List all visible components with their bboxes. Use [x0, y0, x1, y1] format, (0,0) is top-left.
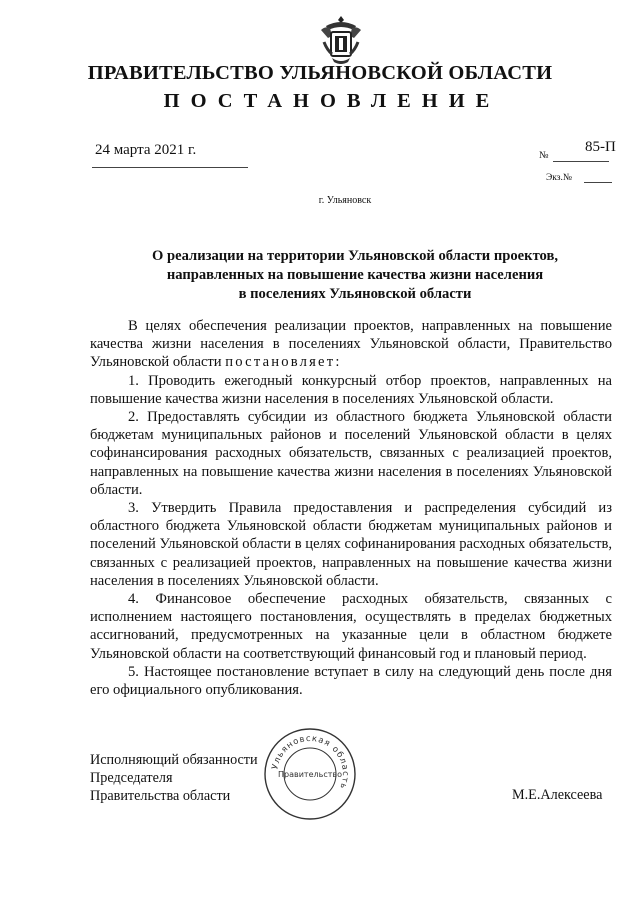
coat-of-arms-icon [318, 12, 364, 68]
subject-line: О реализации на территории Ульяновской области проектов, [151, 248, 559, 264]
subject-line: в поселениях Ульяновской области [238, 286, 472, 302]
copy-number-underline [584, 182, 612, 183]
date-underline [92, 167, 248, 168]
number-underline [553, 161, 609, 162]
document-number: 85-П [585, 139, 616, 155]
position-line: Председателя [90, 770, 173, 787]
document-type: ПОСТАНОВЛЕНИЕ [163, 90, 501, 112]
preamble-paragraph [90, 317, 612, 372]
clause-paragraph: 5. Настоящее постановление вступает в силу на следующий день после дня его официального опубликования. [90, 663, 612, 699]
subject-line: направленных на повышение качества жизни населения [166, 267, 544, 283]
position-line: Исполняющий обязанности [90, 752, 258, 768]
signer-name: М.Е.Алексеева [512, 787, 603, 803]
decree-word: постановляет: [225, 354, 342, 371]
official-stamp [262, 726, 358, 822]
preamble-text: В целях обеспечения реализации проектов, направленных на повышение качества жизни населения в поселениях Ульяновской области, Правительство Ульяновской области [90, 318, 612, 371]
clause-paragraph: 3. Утвердить Правила предоставления и распределения субсидий из областного бюджета Ульяновской области бюджетам муниципальных районов и поселений Ульяновской области в целях софинанирования расходных обязательств, связанных с реализацией проектов, направленных на повышение качества жизни населения в поселениях Ульяновской области. [90, 500, 612, 589]
clause-paragraph: 4. Финансовое обеспечение расходных обязательств, связанных с исполнением настоящего постановления, осуществлять в пределах бюджетных ассигнований, предусмотренных на указанные цели в областном бюджете Ульяновской области на соответствующий финансовый год и плановый период. [90, 591, 612, 662]
government-name: ПРАВИТЕЛЬСТВО УЛЬЯНОВСКОЙ ОБЛАСТИ [87, 62, 553, 84]
signatory-position [90, 751, 258, 806]
svg-text:Ульяновская область: Ульяновская область [270, 733, 351, 791]
number-sign: № [539, 150, 549, 161]
svg-text:Правительство: Правительство [278, 770, 342, 779]
clause-paragraph: 1. Проводить ежегодный конкурсный отбор проектов, направленных на повышение качества жизни населения в поселениях Ульяновской области. [90, 372, 612, 407]
copy-number-label: Экз.№ [546, 173, 572, 183]
clause-paragraph: 2. Предоставлять субсидии из областного бюджета Ульяновской области бюджетам муниципальных районов и поселений Ульяновской области в целях софинансирования расходных обязательств, связанных с реализацией проектов, направленных на повышение качества жизни населения в поселениях Ульяновской области. [90, 409, 612, 498]
city: г. Ульяновск [318, 195, 372, 206]
document-subject [130, 247, 580, 304]
position-line: Правительства области [90, 788, 231, 805]
document-date: 24 марта 2021 г. [95, 142, 197, 158]
document-body [90, 317, 612, 699]
